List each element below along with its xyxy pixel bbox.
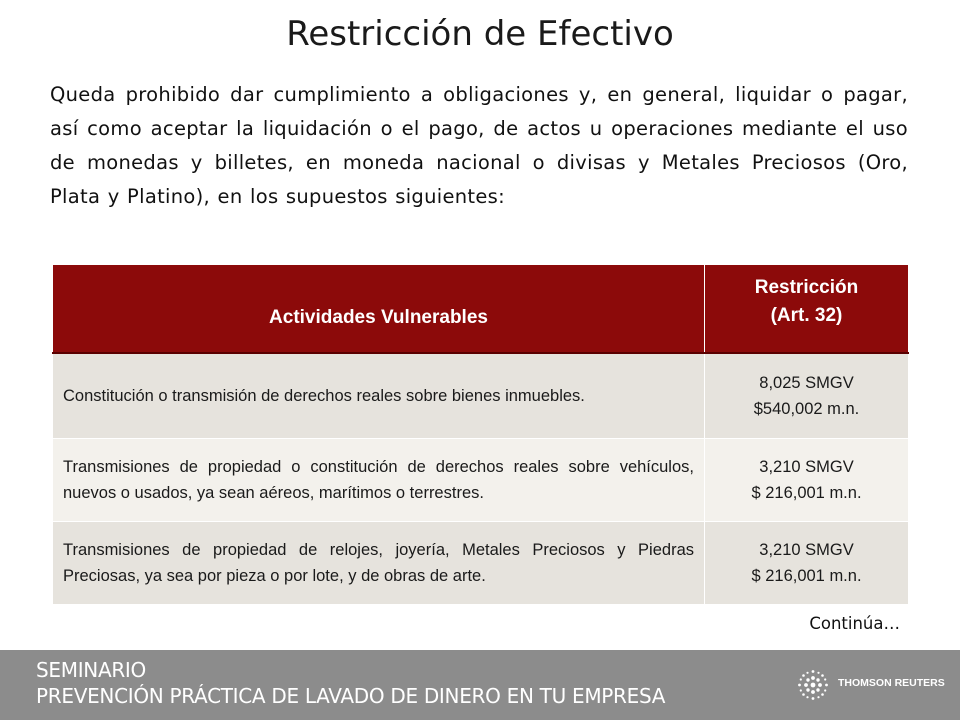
activity-cell: Constitución o transmisión de derechos reales sobre bienes inmuebles.: [53, 353, 705, 439]
restriction-amount: $ 216,001 m.n.: [751, 483, 862, 502]
slide-title: Restricción de Efectivo: [286, 14, 674, 54]
activity-cell: Transmisiones de propiedad de relojes, joyería, Metales Preciosos y Piedras Preciosas, ya sea por pieza o por lote, y de obras de arte.: [53, 521, 705, 604]
footer-seminar-title: PREVENCIÓN PRÁCTICA DE LAVADO DE DINERO EN TU EMPRESA: [36, 684, 666, 708]
table-header-row: [53, 265, 909, 353]
restriction-smgv: 3,210 SMGV: [759, 540, 854, 559]
restriction-cell: [705, 353, 909, 439]
thomson-reuters-logo: [796, 668, 945, 702]
header-restriction-title: Restricción: [754, 277, 859, 299]
restriction-amount: $ 216,001 m.n.: [751, 566, 862, 585]
table-row: [53, 521, 909, 604]
restriction-amount: $540,002 m.n.: [753, 399, 860, 418]
reuters-dot-globe-icon: [796, 668, 830, 702]
header-activities: Actividades Vulnerables: [53, 265, 705, 353]
restriction-cell: [705, 438, 909, 521]
restriction-table: [52, 264, 909, 605]
header-restriction-article: (Art. 32): [770, 305, 843, 327]
restriction-cell: [705, 521, 909, 604]
intro-paragraph: Queda prohibido dar cumplimiento a obligaciones y, en general, liquidar o pagar, así como aceptar la liquidación o el pago, de actos u operaciones mediante el uso de monedas y billetes, en moneda nacional o divisas y Metales Preciosos (Oro, Plata y Platino), en los supuestos siguientes:: [50, 83, 908, 208]
footer-seminar-label: SEMINARIO: [36, 658, 146, 682]
table-row: [53, 438, 909, 521]
restriction-smgv: 3,210 SMGV: [759, 457, 854, 476]
header-restriction: [705, 265, 909, 353]
restriction-smgv: 8,025 SMGV: [759, 373, 854, 392]
continued-label: Continúa…: [809, 614, 900, 633]
thomson-reuters-wordmark: THOMSON REUTERS: [838, 677, 945, 689]
table-row: [53, 353, 909, 439]
activity-cell: Transmisiones de propiedad o constitución de derechos reales sobre vehículos, nuevos o usados, ya sean aéreos, marítimos o terrestres.: [53, 438, 705, 521]
